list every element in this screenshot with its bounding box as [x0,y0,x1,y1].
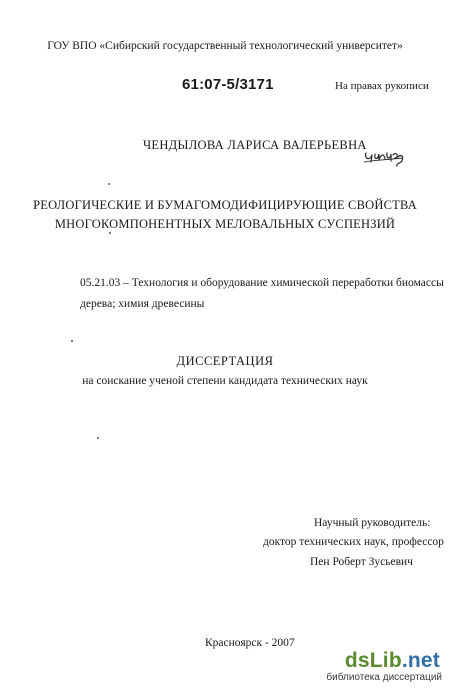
supervisor-label: Научный руководитель: [314,517,431,529]
thesis-title-line1: РЕОЛОГИЧЕСКИЕ И БУМАГОМОДИФИЦИРУЮЩИЕ СВОЙСТВА [33,198,417,212]
supervisor-name: Пен Роберт Зусьевич [310,556,413,568]
scan-speck [108,183,110,185]
watermark-logo-suffix: .net [401,649,440,672]
site-watermark [316,649,444,685]
thesis-title-line2: МНОГОКОМПОНЕНТНЫХ МЕЛОВАЛЬНЫХ СУСПЕНЗИЙ [54,217,396,231]
manuscript-rights-note: На правах рукописи [335,80,429,92]
watermark-logo [345,649,440,673]
specialty-line2: дерева; химия древесины [80,298,205,310]
city-year: Красноярск - 2007 [205,637,295,649]
document-type: ДИССЕРТАЦИЯ [176,354,274,368]
author-signature [362,145,408,167]
scan-speck [109,232,111,234]
specialty-line1: 05.21.03 – Технология и оборудование химической переработки биомассы [80,277,444,289]
scan-speck [71,340,73,342]
watermark-logo-main: dsLib [344,649,402,672]
watermark-subtitle: библиотека диссертаций [326,672,442,683]
degree-statement: на соискание ученой степени кандидата технических наук [82,375,368,387]
scan-speck [97,437,99,439]
author-name: ЧЕНДЫЛОВА ЛАРИСА ВАЛЕРЬЕВНА [143,138,367,152]
supervisor-title: доктор технических наук, профессор [263,536,444,548]
document-code: 61:07-5/3171 [182,76,274,93]
institution-name: ГОУ ВПО «Сибирский государственный технологический университет» [47,40,403,52]
